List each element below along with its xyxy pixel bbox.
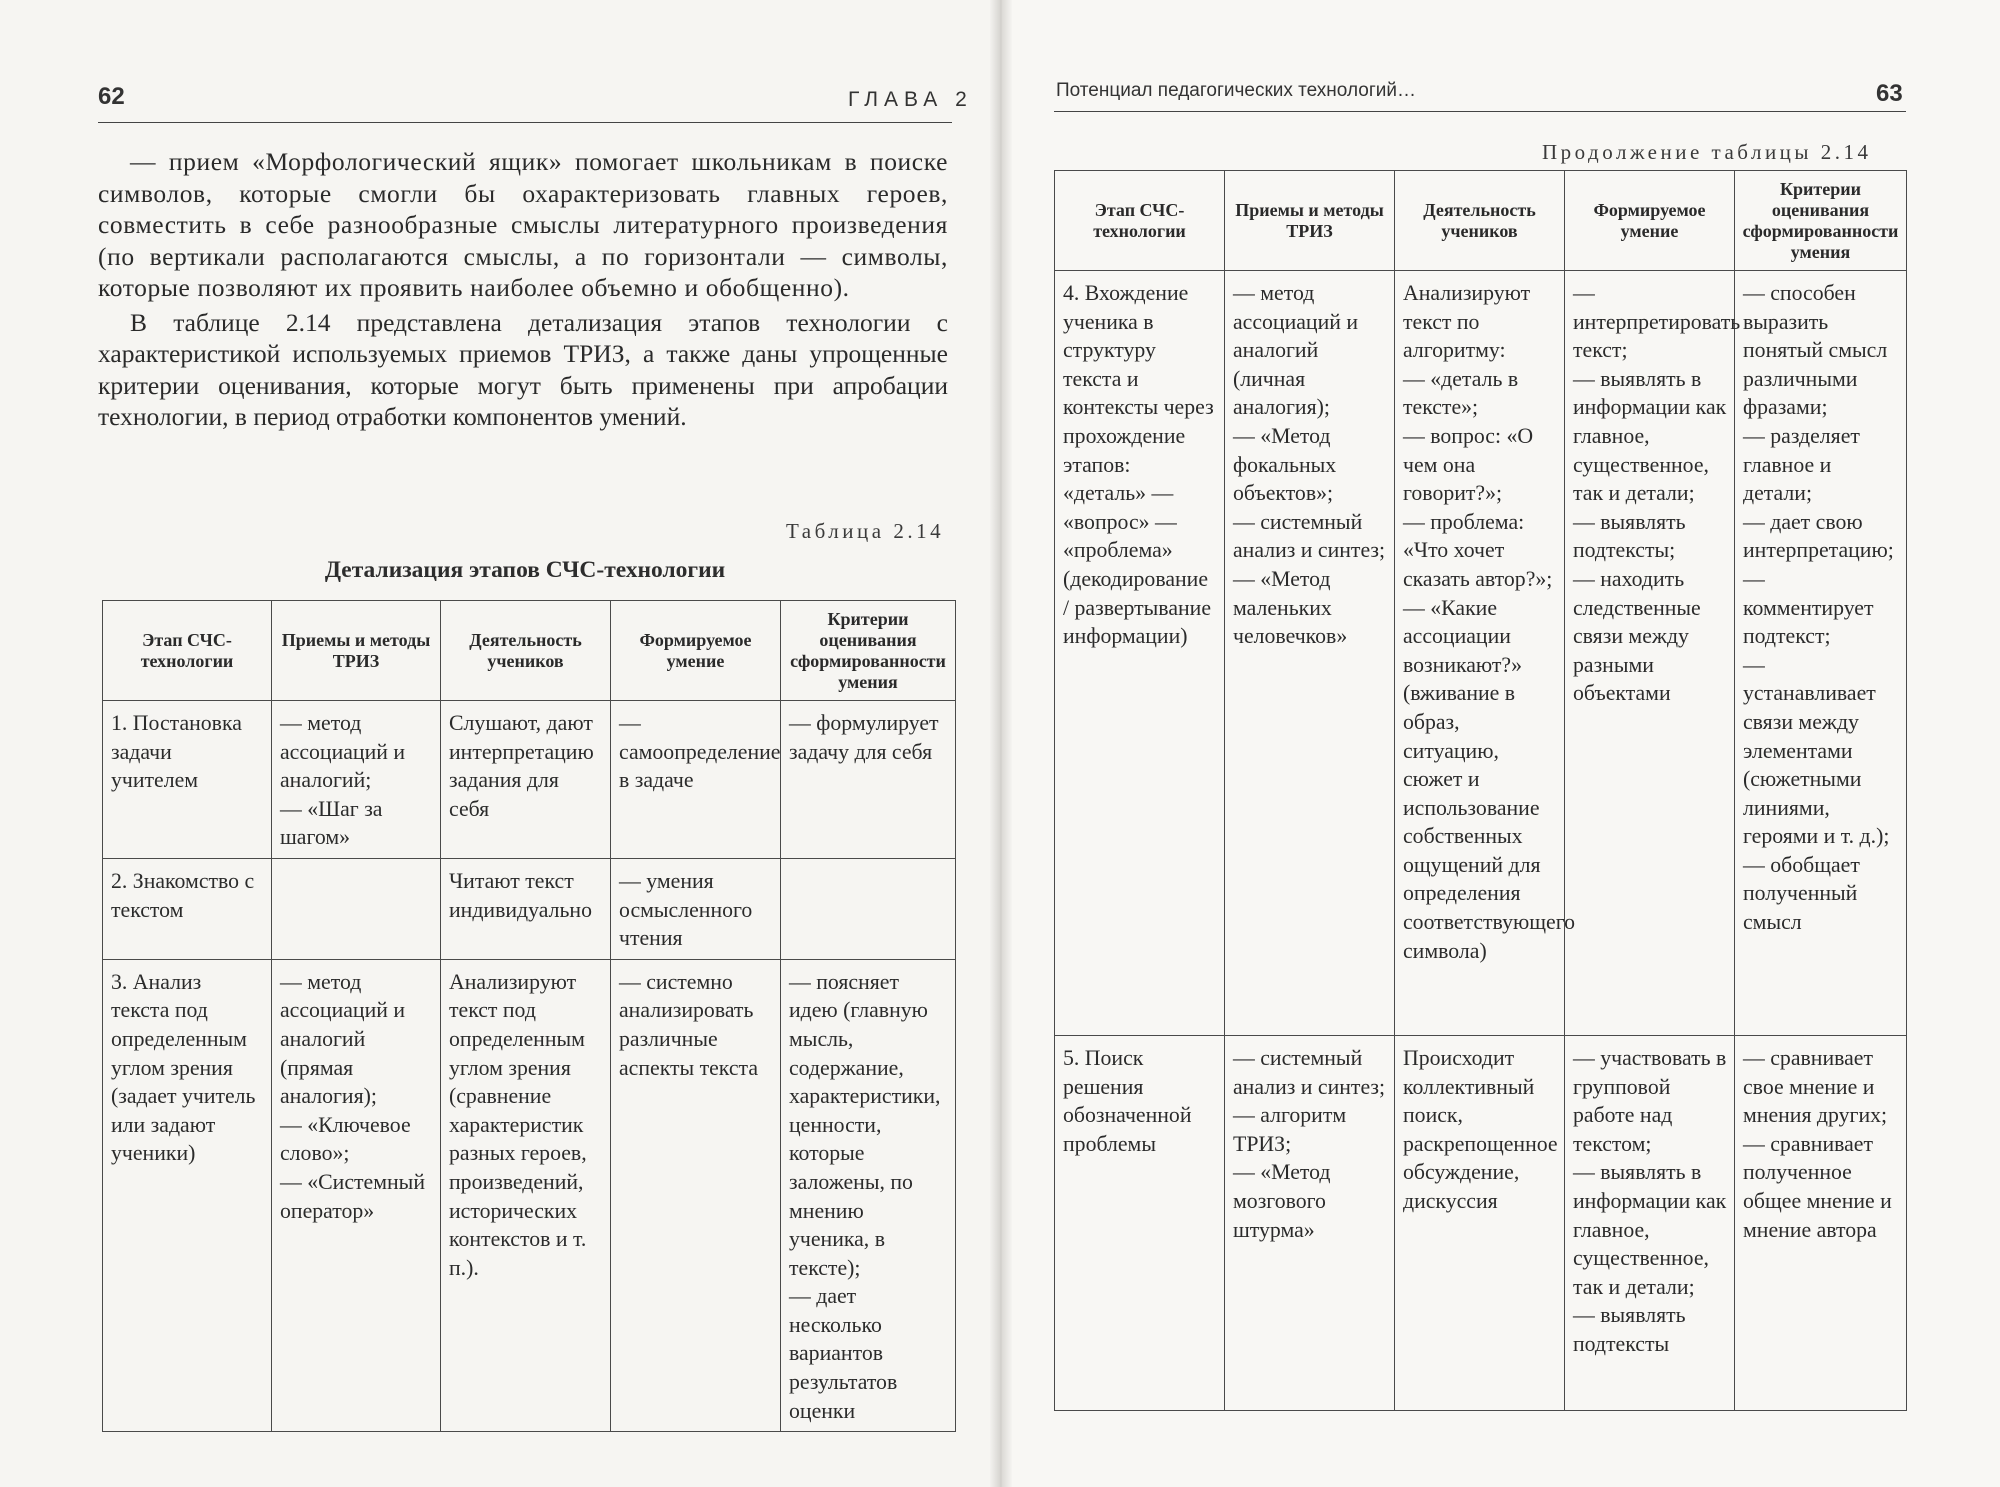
cell-criteria: — поясняет идею (главную мысль, содержание, характеристики, ценности, которые заложены, по мнению ученика, в тексте); — дает несколько вариантов результатов оценки: [781, 959, 956, 1432]
cell-activity: Анализируют текст под определенным углом зрения (сравнение характеристик разных героев, произведений, исторических контекстов и т. п.).: [441, 959, 611, 1432]
header-activity: Деятельность учеников: [1395, 171, 1565, 271]
cell-activity: Читают текст индивидуально: [441, 858, 611, 959]
cell-methods: [272, 858, 441, 959]
book-gutter: [990, 0, 1012, 1487]
page-number-right: 63: [1876, 80, 1903, 107]
cell-criteria: — способен выразить понятый смысл различными фразами; — разделяет главное и детали; — дает свою интерпретацию; — комментирует подтекст; — устанавливает связи между элементами (сюжетными линиями, героями и т. д.); — обобщает полученный смысл: [1735, 271, 1907, 1036]
cell-criteria: [781, 858, 956, 959]
header-activity: Деятельность учеников: [441, 601, 611, 701]
header-rule-right: [1054, 111, 1906, 112]
chapter-heading: ГЛАВА 2: [848, 88, 973, 111]
table-row: [1055, 271, 1907, 1036]
cell-activity: Слушают, дают интерпретацию задания для себя: [441, 701, 611, 859]
cell-activity: Анализируют текст по алгоритму: — «деталь в тексте»; — вопрос: «О чем она говорит?»; — проблема: «Что хочет сказать автор?»; — «Какие ассоциации возникают?» (вживание в образ, ситуацию, сюжет и использование собственных ощущений для определения соответствующего символа): [1395, 271, 1565, 1036]
running-title: Потенциал педагогических технологий…: [1056, 80, 1416, 101]
header-rule-left: [98, 122, 952, 123]
header-criteria: Критерии оценивания сформированности умения: [781, 601, 956, 701]
cell-skill: — участвовать в групповой работе над текстом; — выявлять в информации как главное, существенное, так и детали; — выявлять подтексты: [1565, 1036, 1735, 1411]
header-methods: Приемы и методы ТРИЗ: [272, 601, 441, 701]
header-methods: Приемы и методы ТРИЗ: [1225, 171, 1395, 271]
table-caption: Таблица 2.14: [786, 519, 945, 543]
cell-stage: 3. Анализ текста под определенным углом зрения (задает учитель или задают ученики): [103, 959, 272, 1432]
cell-methods: — метод ассоциаций и аналогий; — «Шаг за шагом»: [272, 701, 441, 859]
cell-skill: — системно анализировать различные аспекты текста: [611, 959, 781, 1432]
table-row: [103, 959, 956, 1432]
header-skill: Формируемое умение: [1565, 171, 1735, 271]
table-caption-continued: Продолжение таблицы 2.14: [1542, 140, 1872, 164]
cell-criteria: — сравнивает свое мнение и мнения других; — сравнивает полученное общее мнение и мнение автора: [1735, 1036, 1907, 1411]
header-stage: Этап СЧС-технологии: [103, 601, 272, 701]
table-header-row: [103, 601, 956, 701]
cell-stage: 1. Постановка задачи учителем: [103, 701, 272, 859]
cell-methods: — системный анализ и синтез; — алгоритм ТРИЗ; — «Метод мозгового штурма»: [1225, 1036, 1395, 1411]
cell-activity: Происходит коллективный поиск, раскрепощенное обсуждение, дискуссия: [1395, 1036, 1565, 1411]
cell-stage: 4. Вхождение ученика в структуру текста и контексты через прохождение этапов: «деталь» — «вопрос» — «проблема» (декодирование / развертывание информации): [1055, 271, 1225, 1036]
table-row: [1055, 1036, 1907, 1411]
cell-stage: 5. Поиск решения обозначенной проблемы: [1055, 1036, 1225, 1411]
page-number-left: 62: [98, 83, 125, 110]
table-row: [103, 701, 956, 859]
cell-methods: — метод ассоциаций и аналогий (личная аналогия); — «Метод фокальных объектов»; — системный анализ и синтез; — «Метод маленьких человечков»: [1225, 271, 1395, 1036]
cell-skill: — умения осмысленного чтения: [611, 858, 781, 959]
stages-table-continued: [1054, 170, 1907, 1411]
cell-skill: — самоопределение в задаче: [611, 701, 781, 859]
cell-stage: 2. Знакомство с текстом: [103, 858, 272, 959]
paragraph: — прием «Морфологический ящик» помогает школьникам в поиске символов, которые смогли бы охарактеризовать главных героев, совместить в себе разнообразные смыслы литературного произведения (по вертикали располагаются смыслы, а по горизонтали — символы, которые позволяют их проявить наиболее объемно и обобщенно).: [98, 147, 948, 302]
paragraph: В таблице 2.14 представлена детализация этапов технологии с характеристикой используемых приемов ТРИЗ, а также даны упрощенные критерии оценивания, которые могут быть применены при апробации технологии, в период отработки компонентов умений.: [98, 307, 948, 431]
table-title: Детализация этапов СЧС-технологии: [324, 557, 726, 583]
header-criteria: Критерии оценивания сформированности умения: [1735, 171, 1907, 271]
header-skill: Формируемое умение: [611, 601, 781, 701]
cell-methods: — метод ассоциаций и аналогий (прямая аналогия); — «Ключевое слово»; — «Системный оператор»: [272, 959, 441, 1432]
table-header-row: [1055, 171, 1907, 271]
cell-skill: — интерпретировать текст; — выявлять в информации как главное, существенное, так и детали; — выявлять подтексты; — находить следственные связи между разными объектами: [1565, 271, 1735, 1036]
table-row: [103, 858, 956, 959]
header-stage: Этап СЧС-технологии: [1055, 171, 1225, 271]
cell-criteria: — формулирует задачу для себя: [781, 701, 956, 859]
body-text: [98, 146, 948, 433]
stages-table: [102, 600, 956, 1432]
